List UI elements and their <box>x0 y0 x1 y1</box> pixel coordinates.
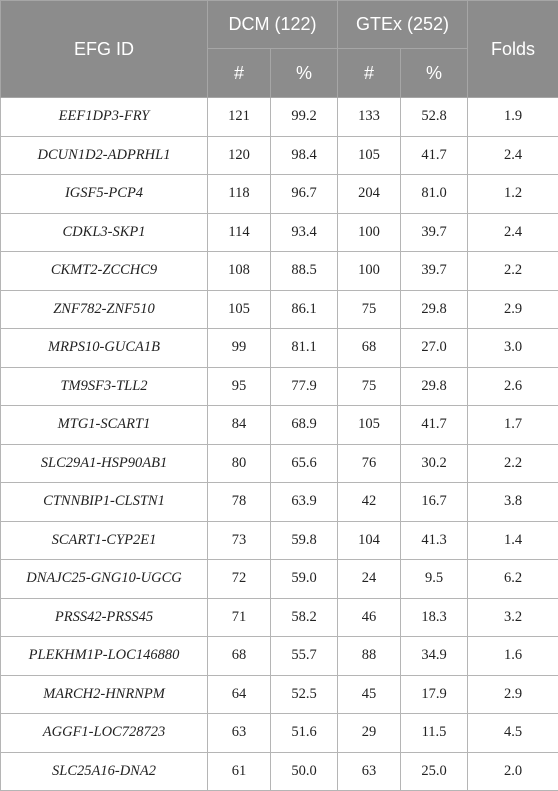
dcm-count-cell: 63 <box>208 714 271 753</box>
folds-cell: 2.9 <box>468 290 558 329</box>
table-header <box>1 1 558 98</box>
dcm-count-cell: 78 <box>208 483 271 522</box>
dcm-percent-cell: 51.6 <box>271 714 338 753</box>
dcm-percent-cell: 52.5 <box>271 675 338 714</box>
gtex-percent-cell: 52.8 <box>401 98 468 137</box>
table-row <box>1 329 558 368</box>
gtex-count-cell: 75 <box>338 367 401 406</box>
gtex-percent-cell: 27.0 <box>401 329 468 368</box>
gtex-count-cell: 63 <box>338 752 401 791</box>
dcm-percent-cell: 68.9 <box>271 406 338 445</box>
gtex-percent-cell: 29.8 <box>401 367 468 406</box>
gtex-percent-cell: 18.3 <box>401 598 468 637</box>
dcm-percent-cell: 65.6 <box>271 444 338 483</box>
gtex-count-cell: 100 <box>338 213 401 252</box>
gtex-count-cell: 46 <box>338 598 401 637</box>
gtex-count-cell: 204 <box>338 175 401 214</box>
gtex-count-cell: 75 <box>338 290 401 329</box>
dcm-percent-cell: 55.7 <box>271 637 338 676</box>
folds-cell: 6.2 <box>468 560 558 599</box>
header-folds: Folds <box>468 1 558 98</box>
dcm-count-cell: 121 <box>208 98 271 137</box>
dcm-percent-cell: 58.2 <box>271 598 338 637</box>
folds-cell: 1.4 <box>468 521 558 560</box>
table-row <box>1 598 558 637</box>
dcm-count-cell: 120 <box>208 136 271 175</box>
table-row <box>1 213 558 252</box>
gtex-percent-cell: 11.5 <box>401 714 468 753</box>
gtex-count-cell: 45 <box>338 675 401 714</box>
table-row <box>1 483 558 522</box>
dcm-count-cell: 84 <box>208 406 271 445</box>
gtex-count-cell: 68 <box>338 329 401 368</box>
efg-id-cell: PRSS42-PRSS45 <box>1 598 208 637</box>
dcm-count-cell: 108 <box>208 252 271 291</box>
table-row <box>1 444 558 483</box>
dcm-percent-cell: 98.4 <box>271 136 338 175</box>
header-gtex-count: # <box>338 49 401 98</box>
dcm-count-cell: 73 <box>208 521 271 560</box>
gtex-percent-cell: 29.8 <box>401 290 468 329</box>
efg-id-cell: DNAJC25-GNG10-UGCG <box>1 560 208 599</box>
gtex-count-cell: 100 <box>338 252 401 291</box>
gtex-percent-cell: 41.3 <box>401 521 468 560</box>
gtex-percent-cell: 41.7 <box>401 136 468 175</box>
efg-id-cell: SLC29A1-HSP90AB1 <box>1 444 208 483</box>
dcm-percent-cell: 59.0 <box>271 560 338 599</box>
dcm-count-cell: 95 <box>208 367 271 406</box>
efg-id-cell: MRPS10-GUCA1B <box>1 329 208 368</box>
folds-cell: 2.0 <box>468 752 558 791</box>
folds-cell: 2.6 <box>468 367 558 406</box>
header-efg-id: EFG ID <box>1 1 208 98</box>
folds-cell: 3.2 <box>468 598 558 637</box>
table-row <box>1 752 558 791</box>
folds-cell: 1.6 <box>468 637 558 676</box>
gtex-percent-cell: 30.2 <box>401 444 468 483</box>
table-row <box>1 136 558 175</box>
header-gtex-percent: % <box>401 49 468 98</box>
dcm-count-cell: 64 <box>208 675 271 714</box>
dcm-percent-cell: 86.1 <box>271 290 338 329</box>
gtex-count-cell: 76 <box>338 444 401 483</box>
gtex-count-cell: 88 <box>338 637 401 676</box>
table-row <box>1 98 558 137</box>
table-row <box>1 675 558 714</box>
folds-cell: 4.5 <box>468 714 558 753</box>
dcm-percent-cell: 59.8 <box>271 521 338 560</box>
header-gtex: GTEx (252) <box>338 1 468 49</box>
folds-cell: 1.9 <box>468 98 558 137</box>
gtex-count-cell: 133 <box>338 98 401 137</box>
efg-id-cell: AGGF1-LOC728723 <box>1 714 208 753</box>
efg-id-cell: MARCH2-HNRNPM <box>1 675 208 714</box>
gtex-percent-cell: 39.7 <box>401 213 468 252</box>
table-body <box>1 98 558 791</box>
dcm-percent-cell: 88.5 <box>271 252 338 291</box>
table-row <box>1 521 558 560</box>
gtex-percent-cell: 34.9 <box>401 637 468 676</box>
efg-id-cell: CDKL3-SKP1 <box>1 213 208 252</box>
efg-id-cell: SCART1-CYP2E1 <box>1 521 208 560</box>
table-row <box>1 714 558 753</box>
header-dcm-percent: % <box>271 49 338 98</box>
efg-id-cell: CTNNBIP1-CLSTN1 <box>1 483 208 522</box>
gtex-percent-cell: 39.7 <box>401 252 468 291</box>
efg-id-cell: EEF1DP3-FRY <box>1 98 208 137</box>
folds-cell: 1.2 <box>468 175 558 214</box>
table-row <box>1 560 558 599</box>
folds-cell: 2.4 <box>468 136 558 175</box>
table-row <box>1 637 558 676</box>
folds-cell: 1.7 <box>468 406 558 445</box>
efg-id-cell: IGSF5-PCP4 <box>1 175 208 214</box>
header-dcm: DCM (122) <box>208 1 338 49</box>
gtex-percent-cell: 25.0 <box>401 752 468 791</box>
folds-cell: 2.2 <box>468 252 558 291</box>
gtex-percent-cell: 81.0 <box>401 175 468 214</box>
dcm-count-cell: 71 <box>208 598 271 637</box>
folds-cell: 3.8 <box>468 483 558 522</box>
dcm-count-cell: 61 <box>208 752 271 791</box>
dcm-percent-cell: 63.9 <box>271 483 338 522</box>
dcm-percent-cell: 96.7 <box>271 175 338 214</box>
efg-id-cell: DCUN1D2-ADPRHL1 <box>1 136 208 175</box>
gtex-count-cell: 24 <box>338 560 401 599</box>
dcm-percent-cell: 99.2 <box>271 98 338 137</box>
efg-id-cell: CKMT2-ZCCHC9 <box>1 252 208 291</box>
efg-id-cell: ZNF782-ZNF510 <box>1 290 208 329</box>
gtex-count-cell: 105 <box>338 136 401 175</box>
efg-id-cell: PLEKHM1P-LOC146880 <box>1 637 208 676</box>
dcm-count-cell: 72 <box>208 560 271 599</box>
gtex-count-cell: 42 <box>338 483 401 522</box>
table-row <box>1 175 558 214</box>
table-row <box>1 367 558 406</box>
efg-id-cell: SLC25A16-DNA2 <box>1 752 208 791</box>
dcm-percent-cell: 81.1 <box>271 329 338 368</box>
efg-id-cell: MTG1-SCART1 <box>1 406 208 445</box>
dcm-count-cell: 105 <box>208 290 271 329</box>
dcm-count-cell: 68 <box>208 637 271 676</box>
folds-cell: 2.2 <box>468 444 558 483</box>
folds-cell: 3.0 <box>468 329 558 368</box>
folds-cell: 2.9 <box>468 675 558 714</box>
gtex-percent-cell: 17.9 <box>401 675 468 714</box>
dcm-count-cell: 114 <box>208 213 271 252</box>
dcm-count-cell: 118 <box>208 175 271 214</box>
gtex-count-cell: 104 <box>338 521 401 560</box>
folds-cell: 2.4 <box>468 213 558 252</box>
gtex-count-cell: 29 <box>338 714 401 753</box>
gtex-percent-cell: 16.7 <box>401 483 468 522</box>
dcm-count-cell: 99 <box>208 329 271 368</box>
gtex-count-cell: 105 <box>338 406 401 445</box>
efg-id-cell: TM9SF3-TLL2 <box>1 367 208 406</box>
table-row <box>1 252 558 291</box>
dcm-percent-cell: 93.4 <box>271 213 338 252</box>
dcm-percent-cell: 77.9 <box>271 367 338 406</box>
dcm-percent-cell: 50.0 <box>271 752 338 791</box>
gtex-percent-cell: 41.7 <box>401 406 468 445</box>
header-dcm-count: # <box>208 49 271 98</box>
gtex-percent-cell: 9.5 <box>401 560 468 599</box>
table-row <box>1 406 558 445</box>
dcm-count-cell: 80 <box>208 444 271 483</box>
table-row <box>1 290 558 329</box>
